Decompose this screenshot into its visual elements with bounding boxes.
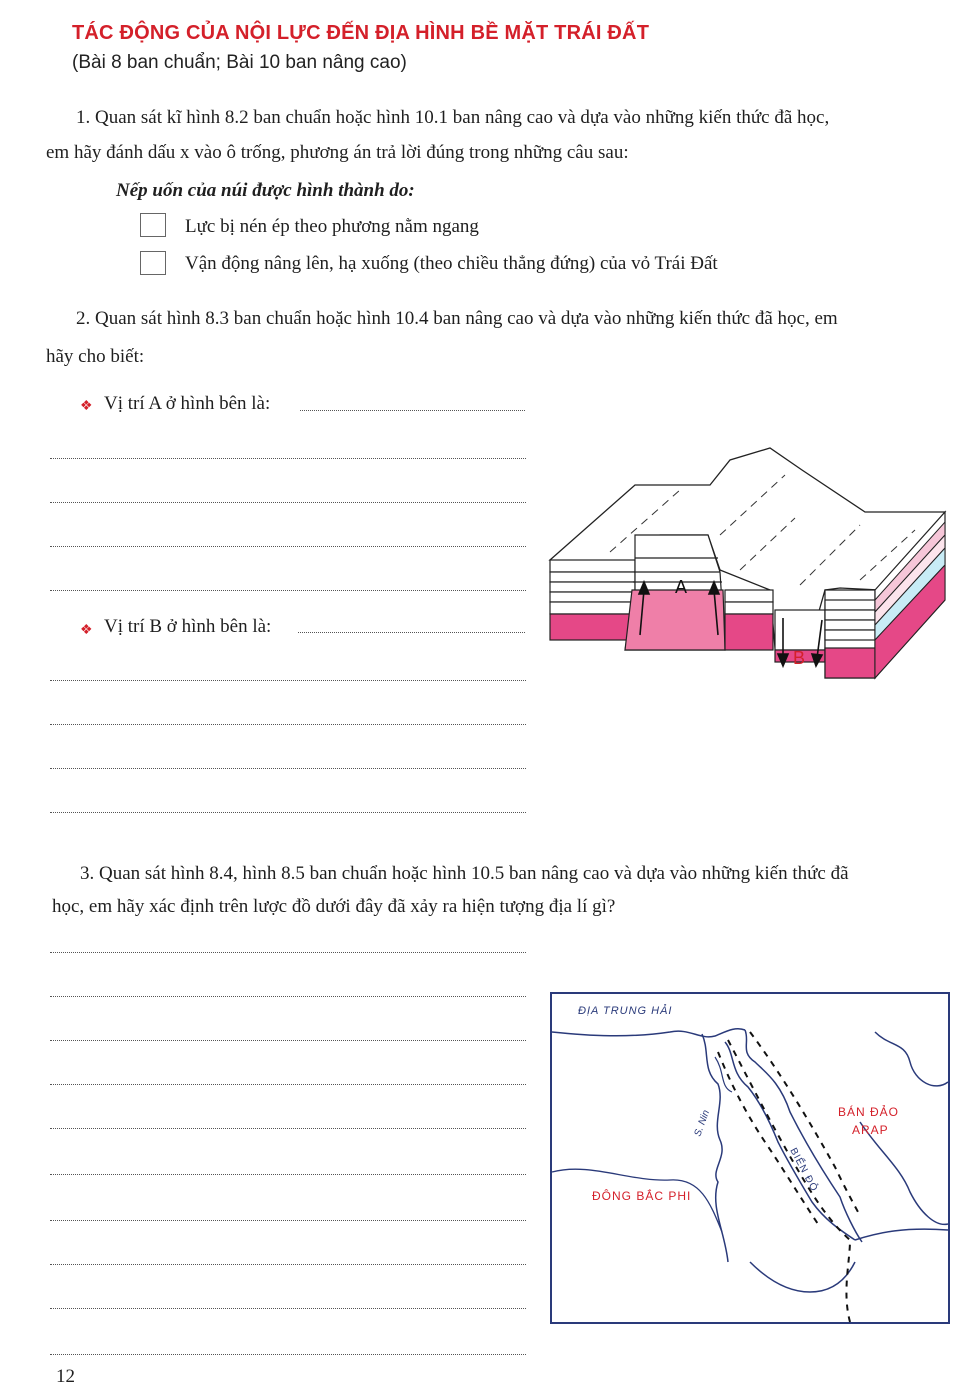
horst-block-a [625, 590, 725, 650]
answer-line[interactable] [50, 1220, 526, 1221]
answer-line[interactable] [50, 952, 526, 953]
diagram-label-b: B [793, 648, 806, 668]
q1-option-2-label: Vận động nâng lên, hạ xuống (theo chiều thẳng đứng) của vỏ Trái Đất [185, 253, 718, 274]
map-label-peninsula-1: BÁN ĐẢO [838, 1105, 900, 1119]
q1-line-1: 1. Quan sát kĩ hình 8.2 ban chuẩn hoặc hình 10.1 ban nâng cao và dựa vào những kiến thức đã học, [76, 107, 830, 128]
answer-line[interactable] [50, 1040, 526, 1041]
q1-line-2: em hãy đánh dấu x vào ô trống, phương án trả lời đúng trong những câu sau: [46, 142, 629, 163]
answer-line[interactable] [50, 458, 526, 459]
answer-line[interactable] [50, 590, 526, 591]
map-label-region: ĐÔNG BẮC PHI [592, 1189, 692, 1203]
answer-line[interactable] [300, 410, 525, 411]
map-label-peninsula-2: ARAP [852, 1123, 889, 1137]
q2-bullet-a: Vị trí A ở hình bên là: [104, 393, 271, 414]
map-label-redsea: BIỂN ĐỎ [787, 1146, 820, 1194]
diamond-bullet-icon: ❖ [80, 399, 93, 414]
q2-line-2: hãy cho biết: [46, 346, 145, 367]
answer-line[interactable] [50, 1354, 526, 1355]
page-number: 12 [56, 1366, 75, 1387]
q3-line-2: học, em hãy xác định trên lược đồ dưới đây đã xảy ra hiện tượng địa lí gì? [52, 896, 616, 917]
answer-line[interactable] [50, 812, 526, 813]
q1-option-1-checkbox[interactable] [140, 213, 166, 237]
answer-line[interactable] [50, 502, 526, 503]
answer-line[interactable] [298, 632, 525, 633]
page-subtitle: (Bài 8 ban chuẩn; Bài 10 ban nâng cao) [72, 52, 407, 73]
q3-line-1: 3. Quan sát hình 8.4, hình 8.5 ban chuẩn hoặc hình 10.5 ban nâng cao và dựa vào những kiến thức đã [80, 863, 849, 884]
answer-line[interactable] [50, 1264, 526, 1265]
q2-line-1: 2. Quan sát hình 8.3 ban chuẩn hoặc hình 10.4 ban nâng cao và dựa vào những kiến thức đã học, em [76, 308, 838, 329]
diagram-label-a: A [675, 577, 688, 597]
diamond-bullet-icon: ❖ [80, 623, 93, 638]
answer-line[interactable] [50, 1084, 526, 1085]
q1-option-1-label: Lực bị nén ép theo phương nằm ngang [185, 216, 479, 237]
answer-line[interactable] [50, 680, 526, 681]
map-label-river: S. Nin [692, 1108, 713, 1139]
answer-line[interactable] [50, 1128, 526, 1129]
q1-heading: Nếp uốn của núi được hình thành do: [116, 180, 415, 201]
answer-line[interactable] [50, 546, 526, 547]
answer-line[interactable] [50, 724, 526, 725]
q2-bullet-b: Vị trí B ở hình bên là: [104, 616, 272, 637]
answer-line[interactable] [50, 1174, 526, 1175]
answer-line[interactable] [50, 996, 526, 997]
answer-line[interactable] [50, 768, 526, 769]
page-title: TÁC ĐỘNG CỦA NỘI LỰC ĐẾN ĐỊA HÌNH BỀ MẶT TRÁI ĐẤT [72, 22, 650, 44]
fault-block-diagram [540, 440, 960, 690]
answer-line[interactable] [50, 1308, 526, 1309]
map-label-sea: ĐỊA TRUNG HẢI [578, 1005, 673, 1017]
q1-option-2-checkbox[interactable] [140, 251, 166, 275]
red-sea-map [550, 992, 950, 1324]
